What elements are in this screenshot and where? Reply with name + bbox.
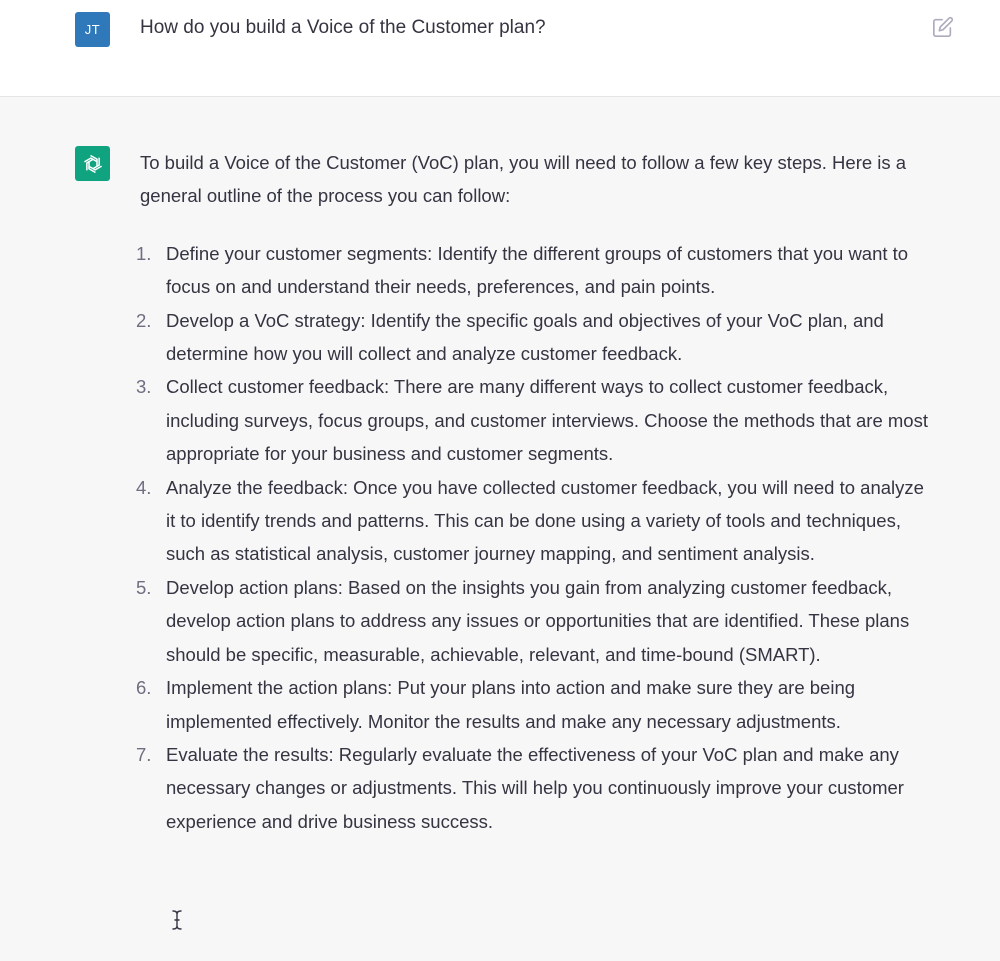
list-item	[136, 738, 930, 838]
step-number: 2.	[136, 309, 152, 331]
edit-icon[interactable]	[932, 16, 954, 38]
step-text: Develop action plans: Based on the insights you gain from analyzing customer feedback, develop action plans to address any issues or opportunities that are identified. These plans should be specific, measurable, achievable, relevant, and time-bound (SMART).	[166, 576, 910, 665]
step-text: Define your customer segments: Identify the different groups of customers that you want to focus on and understand their needs, preferences, and pain points.	[166, 242, 909, 298]
step-number: 4.	[136, 476, 152, 498]
assistant-message	[0, 98, 1000, 961]
list-item	[136, 304, 930, 371]
step-number: 3.	[136, 376, 152, 398]
list-item	[136, 571, 930, 671]
step-number: 1.	[136, 242, 152, 264]
list-item	[136, 471, 930, 571]
user-question: How do you build a Voice of the Customer plan?	[140, 17, 546, 38]
list-item	[136, 237, 930, 304]
openai-logo-icon	[75, 146, 110, 181]
assistant-answer	[136, 146, 930, 838]
step-text: Analyze the feedback: Once you have collected customer feedback, you will need to analyze it to identify trends and patterns. This can be done using a variety of tools and techniques, such as statistical analysis, customer journey mapping, and sentiment analysis.	[166, 476, 924, 565]
list-item	[136, 370, 930, 470]
step-text: Evaluate the results: Regularly evaluate the effectiveness of your VoC plan and make any necessary changes or adjustments. This will help you continuously improve your customer experience and drive business success.	[166, 743, 904, 832]
answer-intro: To build a Voice of the Customer (VoC) plan, you will need to follow a few key steps. Here is a general outline of the process you can follow:	[140, 152, 907, 207]
text-cursor-icon	[170, 908, 184, 932]
user-message	[0, 0, 1000, 97]
step-text: Implement the action plans: Put your plans into action and make sure they are being implemented effectively. Monitor the results and make any necessary adjustments.	[166, 677, 856, 732]
steps-list	[136, 237, 930, 838]
step-number: 6.	[136, 677, 152, 699]
step-number: 7.	[136, 743, 152, 765]
step-text: Develop a VoC strategy: Identify the specific goals and objectives of your VoC plan, and determine how you will collect and analyze customer feedback.	[166, 309, 884, 365]
step-number: 5.	[136, 576, 152, 598]
list-item	[136, 671, 930, 738]
user-avatar: JT	[75, 12, 110, 47]
step-text: Collect customer feedback: There are many different ways to collect customer feedback, including surveys, focus groups, and customer interviews. Choose the methods that are most appropriate for your business and customer segments.	[166, 376, 928, 465]
